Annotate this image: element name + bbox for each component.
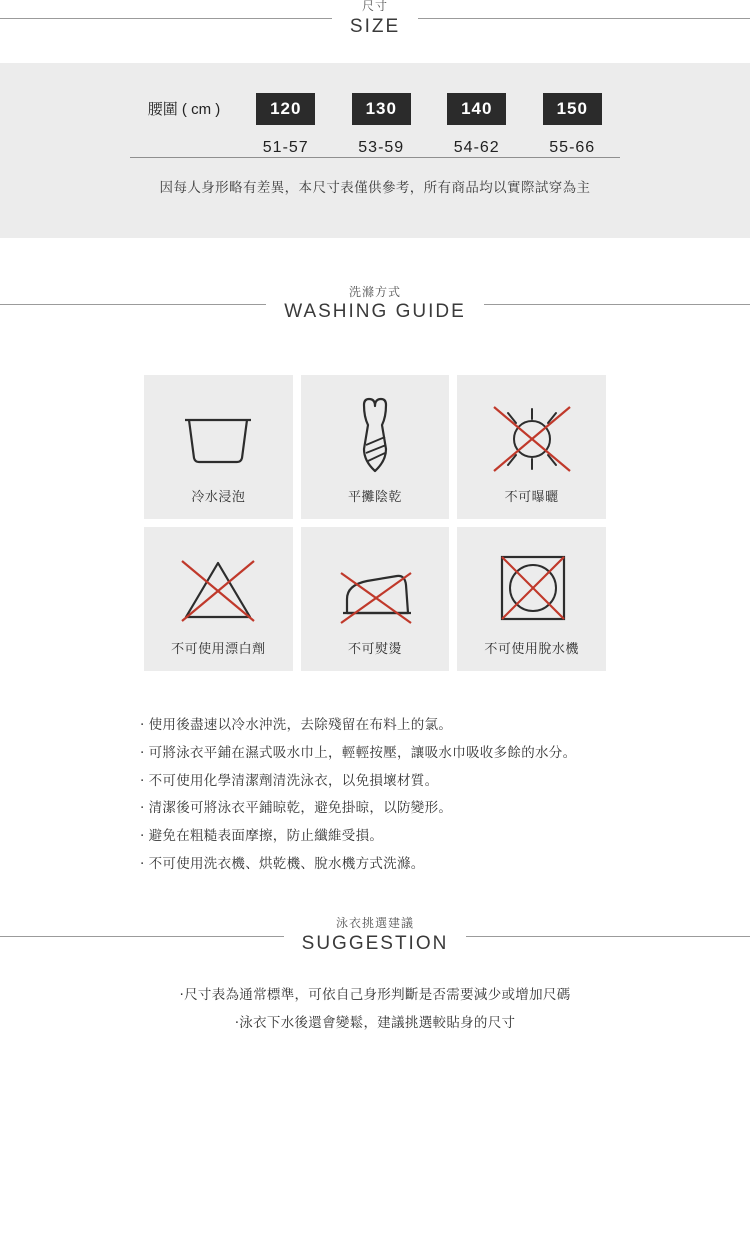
size-table-header-row: [130, 93, 620, 139]
bottom-spacer: [0, 1038, 750, 1098]
bullet: ‧: [234, 1015, 240, 1031]
size-chip-130: 130: [352, 93, 411, 125]
washing-icon-cell: [301, 375, 450, 519]
suggestion-item-text: 尺寸表為通常標準，可依自己身形判斷是否需要減少或增加尺碼: [184, 986, 571, 1002]
icon-label: 不可熨燙: [347, 640, 402, 656]
washing-title-en: WASHING GUIDE: [284, 301, 466, 323]
size-chip-140: 140: [447, 93, 506, 125]
suggestion-section-header: [0, 917, 750, 955]
size-row-label-spacer: [130, 139, 238, 157]
size-chip-cell: [238, 93, 334, 139]
no-bleach-icon: [166, 548, 270, 634]
icon-label: 平攤陰乾: [347, 488, 402, 504]
divider-left: [0, 18, 332, 19]
suggestion-item: [95, 1009, 655, 1037]
no-sun-exposure-icon: [480, 396, 584, 482]
suggestion-item: [95, 981, 655, 1009]
size-title-cn: 尺寸: [362, 0, 389, 13]
divider-right: [484, 304, 750, 305]
washing-icon-cell: [301, 527, 450, 671]
size-section-header: [0, 0, 750, 38]
size-panel: [0, 63, 750, 238]
washing-section-titles: [266, 286, 484, 324]
washing-icon-cell: [144, 527, 293, 671]
size-value-130: 53-59: [358, 138, 405, 156]
washing-icon-cell: [144, 375, 293, 519]
size-table: [130, 93, 620, 157]
size-chip-120: 120: [256, 93, 315, 125]
suggestion-title-en: SUGGESTION: [301, 933, 449, 955]
size-title-en: SIZE: [349, 15, 401, 37]
suggestion-list: [95, 981, 655, 1038]
washing-tips-list: [140, 711, 610, 877]
suggestion-section-titles: [284, 917, 467, 955]
washing-tip-text: 不可使用洗衣機、烘乾機、脫水機方式洗滌。: [148, 855, 425, 871]
washing-tip: [140, 767, 610, 795]
divider-right: [418, 18, 750, 19]
washing-icon-cell: [457, 375, 606, 519]
size-value-140: 54-62: [453, 138, 500, 156]
size-value-150: 55-66: [549, 138, 596, 156]
icon-label: 冷水浸泡: [191, 488, 246, 504]
washing-icon-grid: [144, 375, 606, 671]
icon-label: 不可使用脫水機: [484, 640, 579, 656]
bullet: ‧: [140, 772, 145, 788]
washing-tip-text: 不可使用化學清潔劑清洗泳衣，以免損壞材質。: [148, 772, 439, 788]
size-value-120: 51-57: [262, 138, 309, 156]
washing-tip: [140, 822, 610, 850]
suggestion-item-text: 泳衣下水後還會變鬆，建議挑選較貼身的尺寸: [239, 1015, 516, 1031]
divider-left: [0, 936, 284, 937]
cold-water-soak-icon: [175, 396, 261, 482]
size-table-value-row: [130, 139, 620, 157]
size-chip-150: 150: [543, 93, 602, 125]
bullet: ‧: [140, 827, 145, 843]
size-chip-cell: [525, 93, 621, 139]
size-table-underline: [130, 157, 620, 158]
size-chip-cell: [429, 93, 525, 139]
washing-tip: [140, 794, 610, 822]
no-spin-dry-icon: [486, 548, 578, 634]
washing-tip: [140, 850, 610, 878]
washing-tip-text: 清潔後可將泳衣平鋪晾乾，避免掛晾，以防變形。: [148, 800, 453, 816]
divider-left: [0, 304, 266, 305]
washing-title-cn: 洗滌方式: [348, 284, 401, 299]
no-iron-icon: [323, 548, 427, 634]
washing-tip-text: 可將泳衣平鋪在濕式吸水巾上，輕輕按壓，讓吸水巾吸收多餘的水分。: [148, 744, 577, 760]
bullet: ‧: [179, 986, 185, 1002]
size-row-label: 腰圍 ( cm ): [147, 101, 221, 119]
suggestion-title-cn: 泳衣挑選建議: [335, 916, 414, 931]
washing-tip: [140, 711, 610, 739]
size-chip-cell: [334, 93, 430, 139]
washing-section-header: [0, 286, 750, 324]
bullet: ‧: [140, 800, 145, 816]
icon-label: 不可曝曬: [504, 488, 559, 504]
size-section-titles: [332, 0, 418, 38]
washing-tip-text: 使用後盡速以冷水沖洗，去除殘留在布料上的氯。: [148, 717, 453, 733]
bullet: ‧: [140, 717, 145, 733]
bullet: ‧: [140, 744, 145, 760]
flat-dry-shade-icon: [342, 396, 408, 482]
washing-tip-text: 避免在粗糙表面摩擦，防止纖維受損。: [148, 827, 384, 843]
size-note: 因每人身形略有差異，本尺寸表僅供參考，所有商品均以實際試穿為主: [159, 179, 591, 195]
bullet: ‧: [140, 855, 145, 871]
divider-right: [466, 936, 750, 937]
washing-tip: [140, 739, 610, 767]
washing-icon-cell: [457, 527, 606, 671]
icon-label: 不可使用漂白劑: [171, 640, 266, 656]
